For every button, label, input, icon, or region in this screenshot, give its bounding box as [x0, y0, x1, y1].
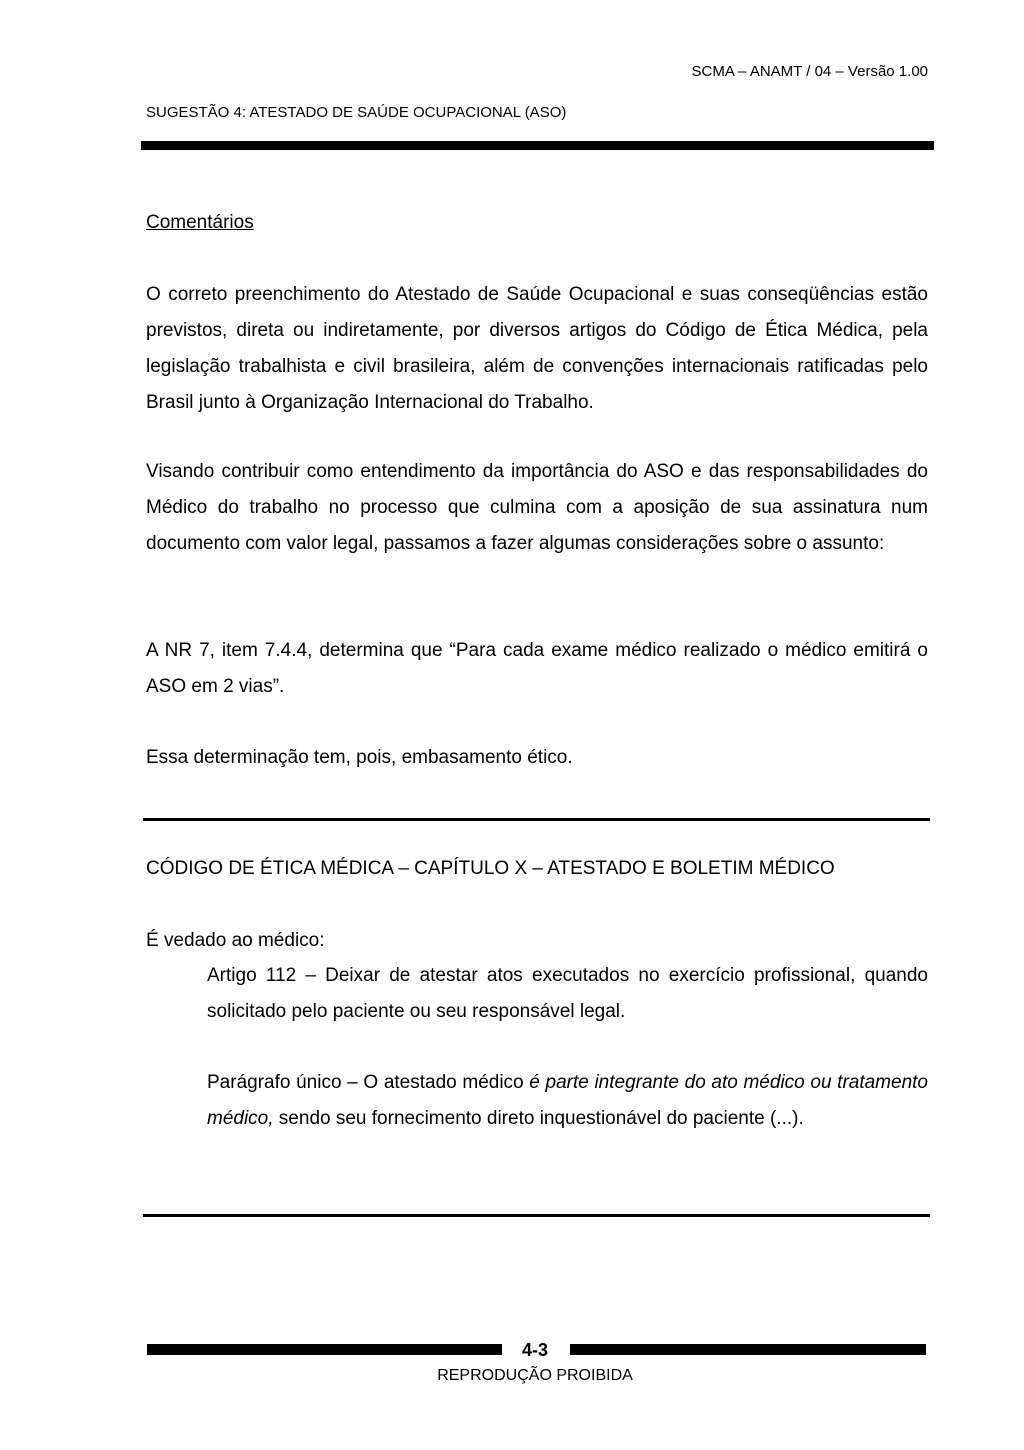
section-divider-bottom	[143, 1214, 930, 1217]
paragrafo-unico-emphasis: é parte integrante do ato médico ou tratamento médico,	[207, 1072, 928, 1129]
footer-bar-right	[570, 1344, 926, 1355]
article-112: Artigo 112 – Deixar de atestar atos executados no exercício profissional, quando solicitado pelo paciente ou seu responsável legal.	[207, 965, 928, 1022]
paragraph-embasamento-etico: Essa determinação tem, pois, embasamento ético.	[146, 747, 573, 768]
comments-heading: Comentários	[146, 212, 254, 233]
code-section-title: CÓDIGO DE ÉTICA MÉDICA – CAPÍTULO X – ATESTADO E BOLETIM MÉDICO	[146, 858, 835, 879]
paragraph-aso-preenchimento: O correto preenchimento do Atestado de Saúde Ocupacional e suas conseqüências estão previstos, direta ou indiretamente, por diversos artigos do Código de Ética Médica, pela legislação trabalhista e civil brasileira, além de convenções internacionais ratificadas pelo Brasil junto à Organização Internacional do Trabalho.	[146, 284, 928, 413]
paragraph-visando-contribuir: Visando contribuir como entendimento da importância do ASO e das responsabilidades do Médico do trabalho no processo que culmina com a aposição de sua assinatura num documento com valor legal, passamos a fazer algumas considerações sobre o assunto:	[146, 461, 928, 554]
paragrafo-unico-rest: sendo seu fornecimento direto inquestionável do paciente (...).	[273, 1108, 804, 1129]
paragraph-nr7: A NR 7, item 7.4.4, determina que “Para cada exame médico realizado o médico emitirá o ASO em 2 vias”.	[146, 640, 928, 697]
footer-bar-left	[147, 1344, 502, 1355]
paragrafo-unico	[207, 1065, 928, 1137]
reproduction-notice: REPRODUÇÃO PROIBIDA	[437, 1367, 633, 1384]
section-divider-top	[143, 818, 930, 821]
page-number: 4-3	[521, 1340, 548, 1360]
header-divider	[141, 141, 934, 150]
document-code: SCMA – ANAMT / 04 – Versão 1.00	[691, 63, 928, 80]
section-title: SUGESTÃO 4: ATESTADO DE SAÚDE OCUPACIONAL (ASO)	[146, 104, 567, 121]
code-section-intro: É vedado ao médico:	[146, 930, 325, 951]
paragrafo-unico-lead: Parágrafo único – O atestado médico	[207, 1072, 530, 1093]
